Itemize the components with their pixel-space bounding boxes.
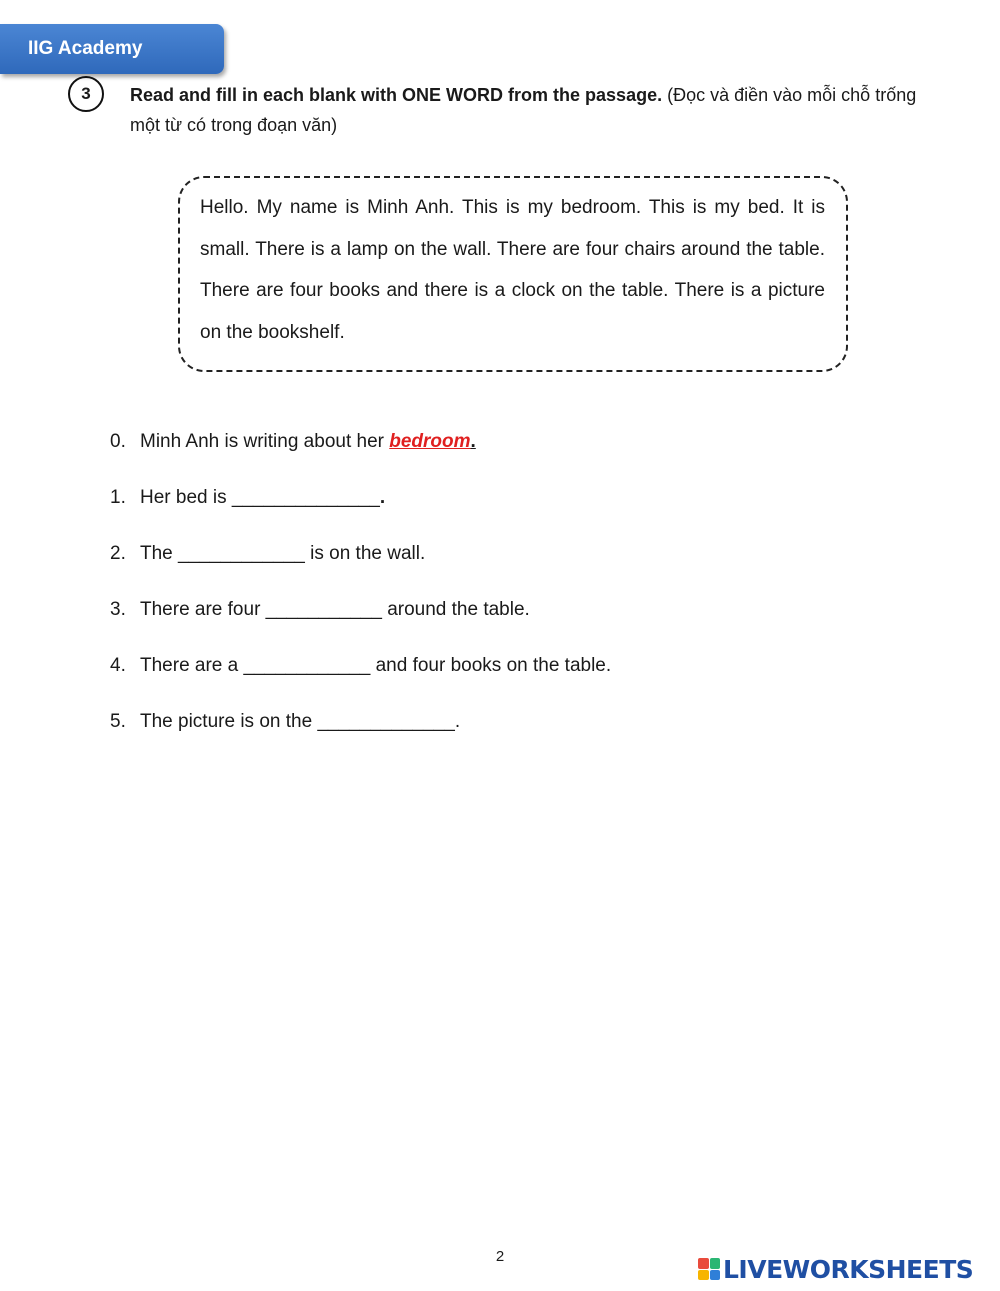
question-end: is on the wall.	[304, 543, 426, 564]
exercise-instruction	[130, 80, 920, 140]
question-number: 4.	[110, 655, 126, 676]
exercise-number: 3	[81, 84, 91, 103]
instruction-translation: (Đọc và điền vào mỗi chỗ trống một từ có trong đoạn văn)	[130, 85, 917, 135]
question-4	[110, 648, 910, 704]
question-end: .	[470, 431, 476, 452]
question-list	[110, 424, 910, 760]
question-0	[110, 424, 910, 480]
question-number: 0.	[110, 431, 126, 452]
example-answer: bedroom	[389, 431, 471, 452]
question-end: .	[454, 711, 461, 732]
question-5	[110, 704, 910, 760]
logo-square-yellow	[698, 1270, 709, 1281]
question-end: and four books on the table.	[370, 655, 612, 676]
question-end: around the table.	[381, 599, 530, 620]
question-end: .	[379, 487, 386, 508]
question-3	[110, 592, 910, 648]
answer-blank-2[interactable]: ____________	[178, 543, 305, 564]
liveworksheets-icon	[698, 1258, 720, 1280]
question-number: 1.	[110, 487, 126, 508]
passage-text: Hello. My name is Minh Anh. This is my bedroom. This is my bed. It is small. There is a lamp on the wall. There are four chairs around the table. There are four books and there is a clock on the table. There is a picture on the bookshelf.	[200, 197, 825, 343]
page-number: 2	[495, 1248, 505, 1265]
answer-blank-5[interactable]: _____________	[317, 711, 455, 732]
logo-square-green	[710, 1258, 721, 1269]
answer-blank-3[interactable]: ___________	[265, 599, 382, 620]
question-number: 5.	[110, 711, 126, 732]
question-text: Minh Anh is writing about her	[140, 431, 390, 452]
logo-text: LIVEWORKSHEETS	[723, 1254, 974, 1284]
question-text: There are a	[140, 655, 244, 676]
question-text: The picture is on the	[140, 711, 318, 732]
question-text: There are four	[140, 599, 266, 620]
answer-blank-4[interactable]: ____________	[243, 655, 371, 676]
logo-square-red	[698, 1258, 709, 1269]
question-number: 2.	[110, 543, 126, 564]
liveworksheets-logo[interactable]	[698, 1254, 973, 1284]
logo-square-blue	[710, 1270, 721, 1281]
question-2	[110, 536, 910, 592]
instruction-bold: Read and fill in each blank with ONE WORD from the passage.	[130, 85, 663, 105]
brand-name: IIG Academy	[28, 38, 143, 59]
answer-blank-1[interactable]: ______________	[231, 487, 380, 508]
question-1	[110, 480, 910, 536]
exercise-number-badge	[68, 76, 104, 112]
question-text: Her bed is	[140, 487, 232, 508]
brand-tab	[0, 24, 224, 74]
question-text: The	[140, 543, 179, 564]
question-number: 3.	[110, 599, 126, 620]
